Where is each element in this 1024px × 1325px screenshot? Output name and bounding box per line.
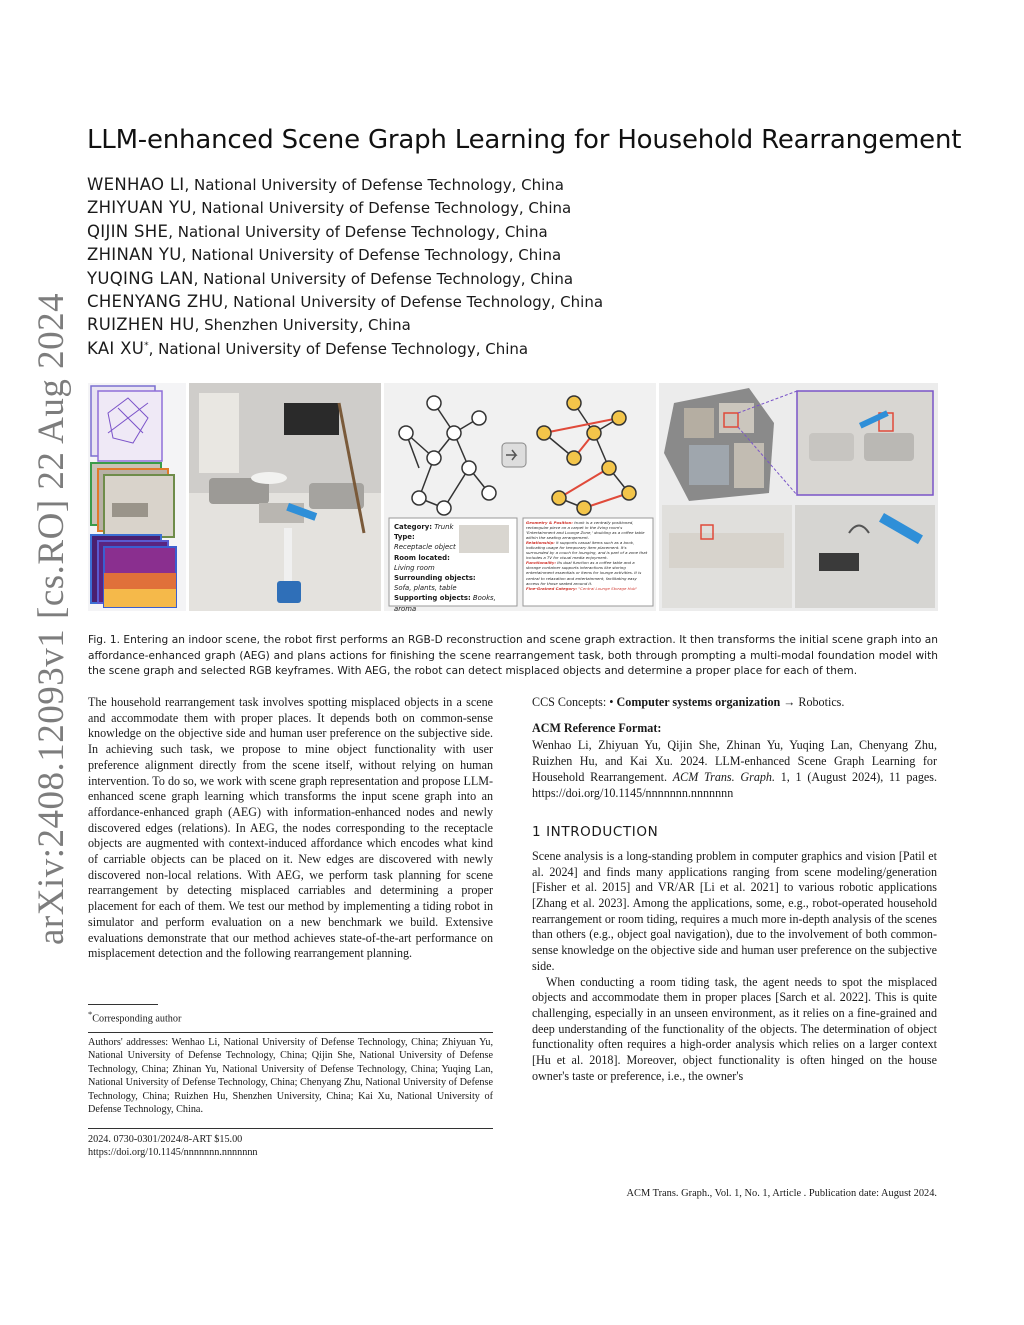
author-list bbox=[87, 175, 947, 362]
abstract-text: The household rearrangement task involves spotting misplaced objects in a scene and accommodate them with proper places. It depends both on common-sense knowledge on the objective side and human user preference on the subjective side. In achieving such task, we propose to mine object functionality with user preference alignment directly from the scene itself, without relying on human intervention. To do so, we work with scene graph representation and propose LLM-enhanced scene graph learning which transforms the input scene graph into an affordance-enhanced graph (AEG) with information-enhanced nodes and newly discovered edges (relations). In AEG, the nodes corresponding to the receptacle objects are augmented with context-induced affordance which encodes what kind of carriable objects can be placed on it. New edges are discovered with newly discovered non-local relations. With AEG, we perform task planning for scene rearrangement by detecting misplaced carriables and determining a proper placement for each of them. We test our method by implementing a tiding robot in simulator and perform evaluation on a new benchmark we build. Extensive evaluations demonstrate that our method achieves state-of-the-art performance on misplacement detection and the following rearrangement planning. bbox=[88, 695, 493, 961]
acm-ref-after: 1, 1 (August 2024), 11 pages. https://doi.org/10.1145/nnnnnnn.nnnnnnn bbox=[532, 769, 937, 800]
author-affiliation: , National University of Defense Technology, China bbox=[191, 199, 572, 218]
author-name: ZHIYUAN YU bbox=[87, 198, 192, 218]
surrounding-value: Sofa, plants, table bbox=[394, 584, 457, 593]
author-name: WENHAO LI bbox=[87, 175, 185, 194]
details-box bbox=[526, 520, 650, 591]
corresponding-footnote-mark: * bbox=[88, 1009, 93, 1019]
info-box bbox=[394, 522, 514, 611]
introduction bbox=[532, 825, 937, 1084]
relationship-text: it supports casual items such as a book, indicating usage for temporary item placement. It's surrounded by a couch for lounging, and is part of a zone that includes a TV for visual media enjoyment. bbox=[526, 540, 648, 561]
figure-caption: Fig. 1. Entering an indoor scene, the robot first performs an RGB-D reconstruction and scene graph extraction. It then transforms the initial scene graph into an affordance-enhanced graph (AEG) and plans actions for finishing the scene rearrangement task, both through prompting a multi-modal foundation model with the scene graph and selected RGB keyframes. With AEG, the robot can detect misplaced objects and determine a proper place for each of them. bbox=[88, 634, 938, 677]
author-line bbox=[87, 269, 947, 292]
room-value: Living room bbox=[394, 563, 435, 572]
author-name: RUIZHEN HU bbox=[87, 315, 195, 335]
finegrained-text: "Central Lounge Storage Hub" bbox=[578, 585, 638, 591]
rgbd-frames-image bbox=[88, 383, 186, 611]
ccs-prefix: CCS Concepts: • bbox=[532, 695, 617, 709]
author-affiliation: , National University of Defense Technology, China bbox=[193, 269, 574, 288]
ccs-concepts bbox=[532, 695, 937, 711]
author-affiliation: , National University of Defense Technology, China bbox=[184, 176, 564, 194]
supporting-value: Books, aroma bbox=[394, 594, 496, 611]
author-line bbox=[87, 245, 947, 268]
author-name: CHENYANG ZHU bbox=[87, 291, 224, 311]
author-line bbox=[87, 292, 947, 315]
author-name: KAI XU bbox=[87, 338, 145, 358]
functionality-label: Functionality: bbox=[526, 560, 557, 566]
rearrangement-image bbox=[659, 383, 938, 611]
functionality-text: Its dual function as a coffee table and a storage container supports interactions like storing entertainment essentials or items for lounge activities. It is central to relaxation and entertainment, facilitating easy access for those seated around it. bbox=[526, 560, 642, 586]
category-label: Category: bbox=[394, 523, 432, 531]
author-affiliation: , National University of Defense Technology, China bbox=[181, 246, 562, 265]
author-name: ZHINAN YU bbox=[87, 245, 182, 265]
corresponding-mark: * bbox=[144, 340, 149, 351]
author-addresses: Authors' addresses: Wenhao Li, National University of Defense Technology, China; Zhiyuan Yu, National University of Defense Technology, China; Qijin She, National University of Defense Technology, China; Zhinan Yu, National University of Defense Technology, China; Yuqing Lan, National University of Defense Technology, China; Chenyang Zhu, National University of Defense Technology, China; Ruizhen Hu, Shenzhen University, China; Kai Xu, National University of Defense Technology, China. bbox=[88, 1037, 493, 1116]
finegrained-label: Fine-Grained Category: bbox=[526, 585, 578, 591]
author-name: YUQING LAN bbox=[87, 268, 194, 288]
rgbd-frames-panel bbox=[88, 383, 186, 611]
relationship-label: Relationship: bbox=[526, 540, 555, 546]
surrounding-label: Surrounding objects: bbox=[394, 574, 476, 583]
scene-render-image bbox=[189, 383, 381, 611]
author-line bbox=[87, 175, 947, 198]
intro-heading: 1 INTRODUCTION bbox=[532, 824, 659, 841]
acm-ref-text bbox=[532, 738, 937, 801]
type-label: Type: bbox=[394, 533, 415, 542]
author-line bbox=[87, 339, 947, 362]
geometry-label: Geometry & Position: bbox=[526, 520, 573, 525]
intro-paragraph-1: Scene analysis is a long-standing problem in computer graphics and vision [Patil et al. 2024] and finds many applications ranging from scene modeling/generation [Fisher et al. 2015] and VR/AR [Li et al. 2021] to various robotic applications [Zhang et al. 2023]. Among the applications, some, e.g., robot-operated household rearrangement or room tiding, requires a much more in-depth analysis of the scenes than others (e.g., object goal navigation), due to the involvement of both common-sense knowledge on the objective side and human user preference on the subjective side. bbox=[532, 848, 937, 973]
author-affiliation: , National University of Defense Technology, China bbox=[148, 339, 529, 358]
type-value: Receptacle object bbox=[394, 543, 456, 552]
copyright-divider bbox=[88, 1128, 493, 1129]
ccs-suffix: → Robotics. bbox=[780, 695, 845, 709]
author-line bbox=[87, 315, 947, 338]
author-line bbox=[87, 222, 947, 245]
author-name: QIJIN SHE bbox=[87, 221, 169, 241]
doi-link[interactable]: https://doi.org/10.1145/nnnnnnn.nnnnnnn bbox=[88, 1147, 258, 1158]
author-affiliation: , National University of Defense Technology, China bbox=[168, 222, 548, 241]
footnote-divider bbox=[88, 1004, 158, 1005]
acm-ref-heading: ACM Reference Format: bbox=[532, 720, 662, 735]
paper-title: LLM-enhanced Scene Graph Learning for Household Rearrangement bbox=[87, 125, 962, 155]
rearrangement-panel bbox=[659, 383, 938, 611]
addresses-divider bbox=[88, 1032, 493, 1033]
geometry-text: trunk is a centrally positioned, rectangular piece on a carpet in the living room's 'Entertainment and Lounge Zone,' doubling as a coffee table within the seating arrangement. bbox=[526, 520, 645, 541]
copyright-line: 2024. 0730-0301/2024/8-ART $15.00 bbox=[88, 1134, 243, 1145]
author-line bbox=[87, 198, 947, 221]
intro-paragraph-2: When conducting a room tiding task, the agent needs to spot the misplaced objects and accommodate them in proper places [Sarch et al. 2022]. This is quite challenging, especially in an unseen environment, as it relies on a fine-grained and deep understanding of the functionality of the objects. The determination of object functionality often requires a high-order analysis which relies on a larger context [Hu et al. 2018]. Moreover, object functionality is often hinged on the house owner's taste or preference, i.e., the owner's bbox=[532, 974, 937, 1083]
page-footer: ACM Trans. Graph., Vol. 1, No. 1, Article . Publication date: August 2024. bbox=[626, 1188, 937, 1199]
acm-ref-before: Wenhao Li, Zhiyuan Yu, Qijin She, Zhinan Yu, Yuqing Lan, Chenyang Zhu, Ruizhen Hu, and Kai Xu. 2024. LLM-enhanced Scene Graph Learning for Household Rearrangement. bbox=[532, 738, 937, 784]
abstract bbox=[88, 695, 493, 962]
acm-ref-journal: ACM Trans. Graph. bbox=[672, 769, 775, 784]
teaser-figure bbox=[88, 383, 938, 611]
author-affiliation: , National University of Defense Technology, China bbox=[223, 292, 604, 311]
category-value: Trunk bbox=[434, 523, 454, 531]
scene-graph-panel bbox=[384, 383, 656, 611]
ccs-bold: Computer systems organization bbox=[616, 695, 781, 709]
corresponding-footnote bbox=[88, 1008, 493, 1026]
supporting-label: Supporting objects: bbox=[394, 594, 471, 603]
arxiv-stamp: arXiv:2408.12093v1 [cs.RO] 22 Aug 2024 bbox=[31, 292, 72, 945]
corresponding-footnote-text: Corresponding author bbox=[92, 1013, 182, 1025]
room-label: Room located: bbox=[394, 553, 450, 562]
author-affiliation: , Shenzhen University, China bbox=[194, 316, 411, 335]
scene-render-panel bbox=[189, 383, 381, 611]
right-column bbox=[532, 695, 937, 1084]
